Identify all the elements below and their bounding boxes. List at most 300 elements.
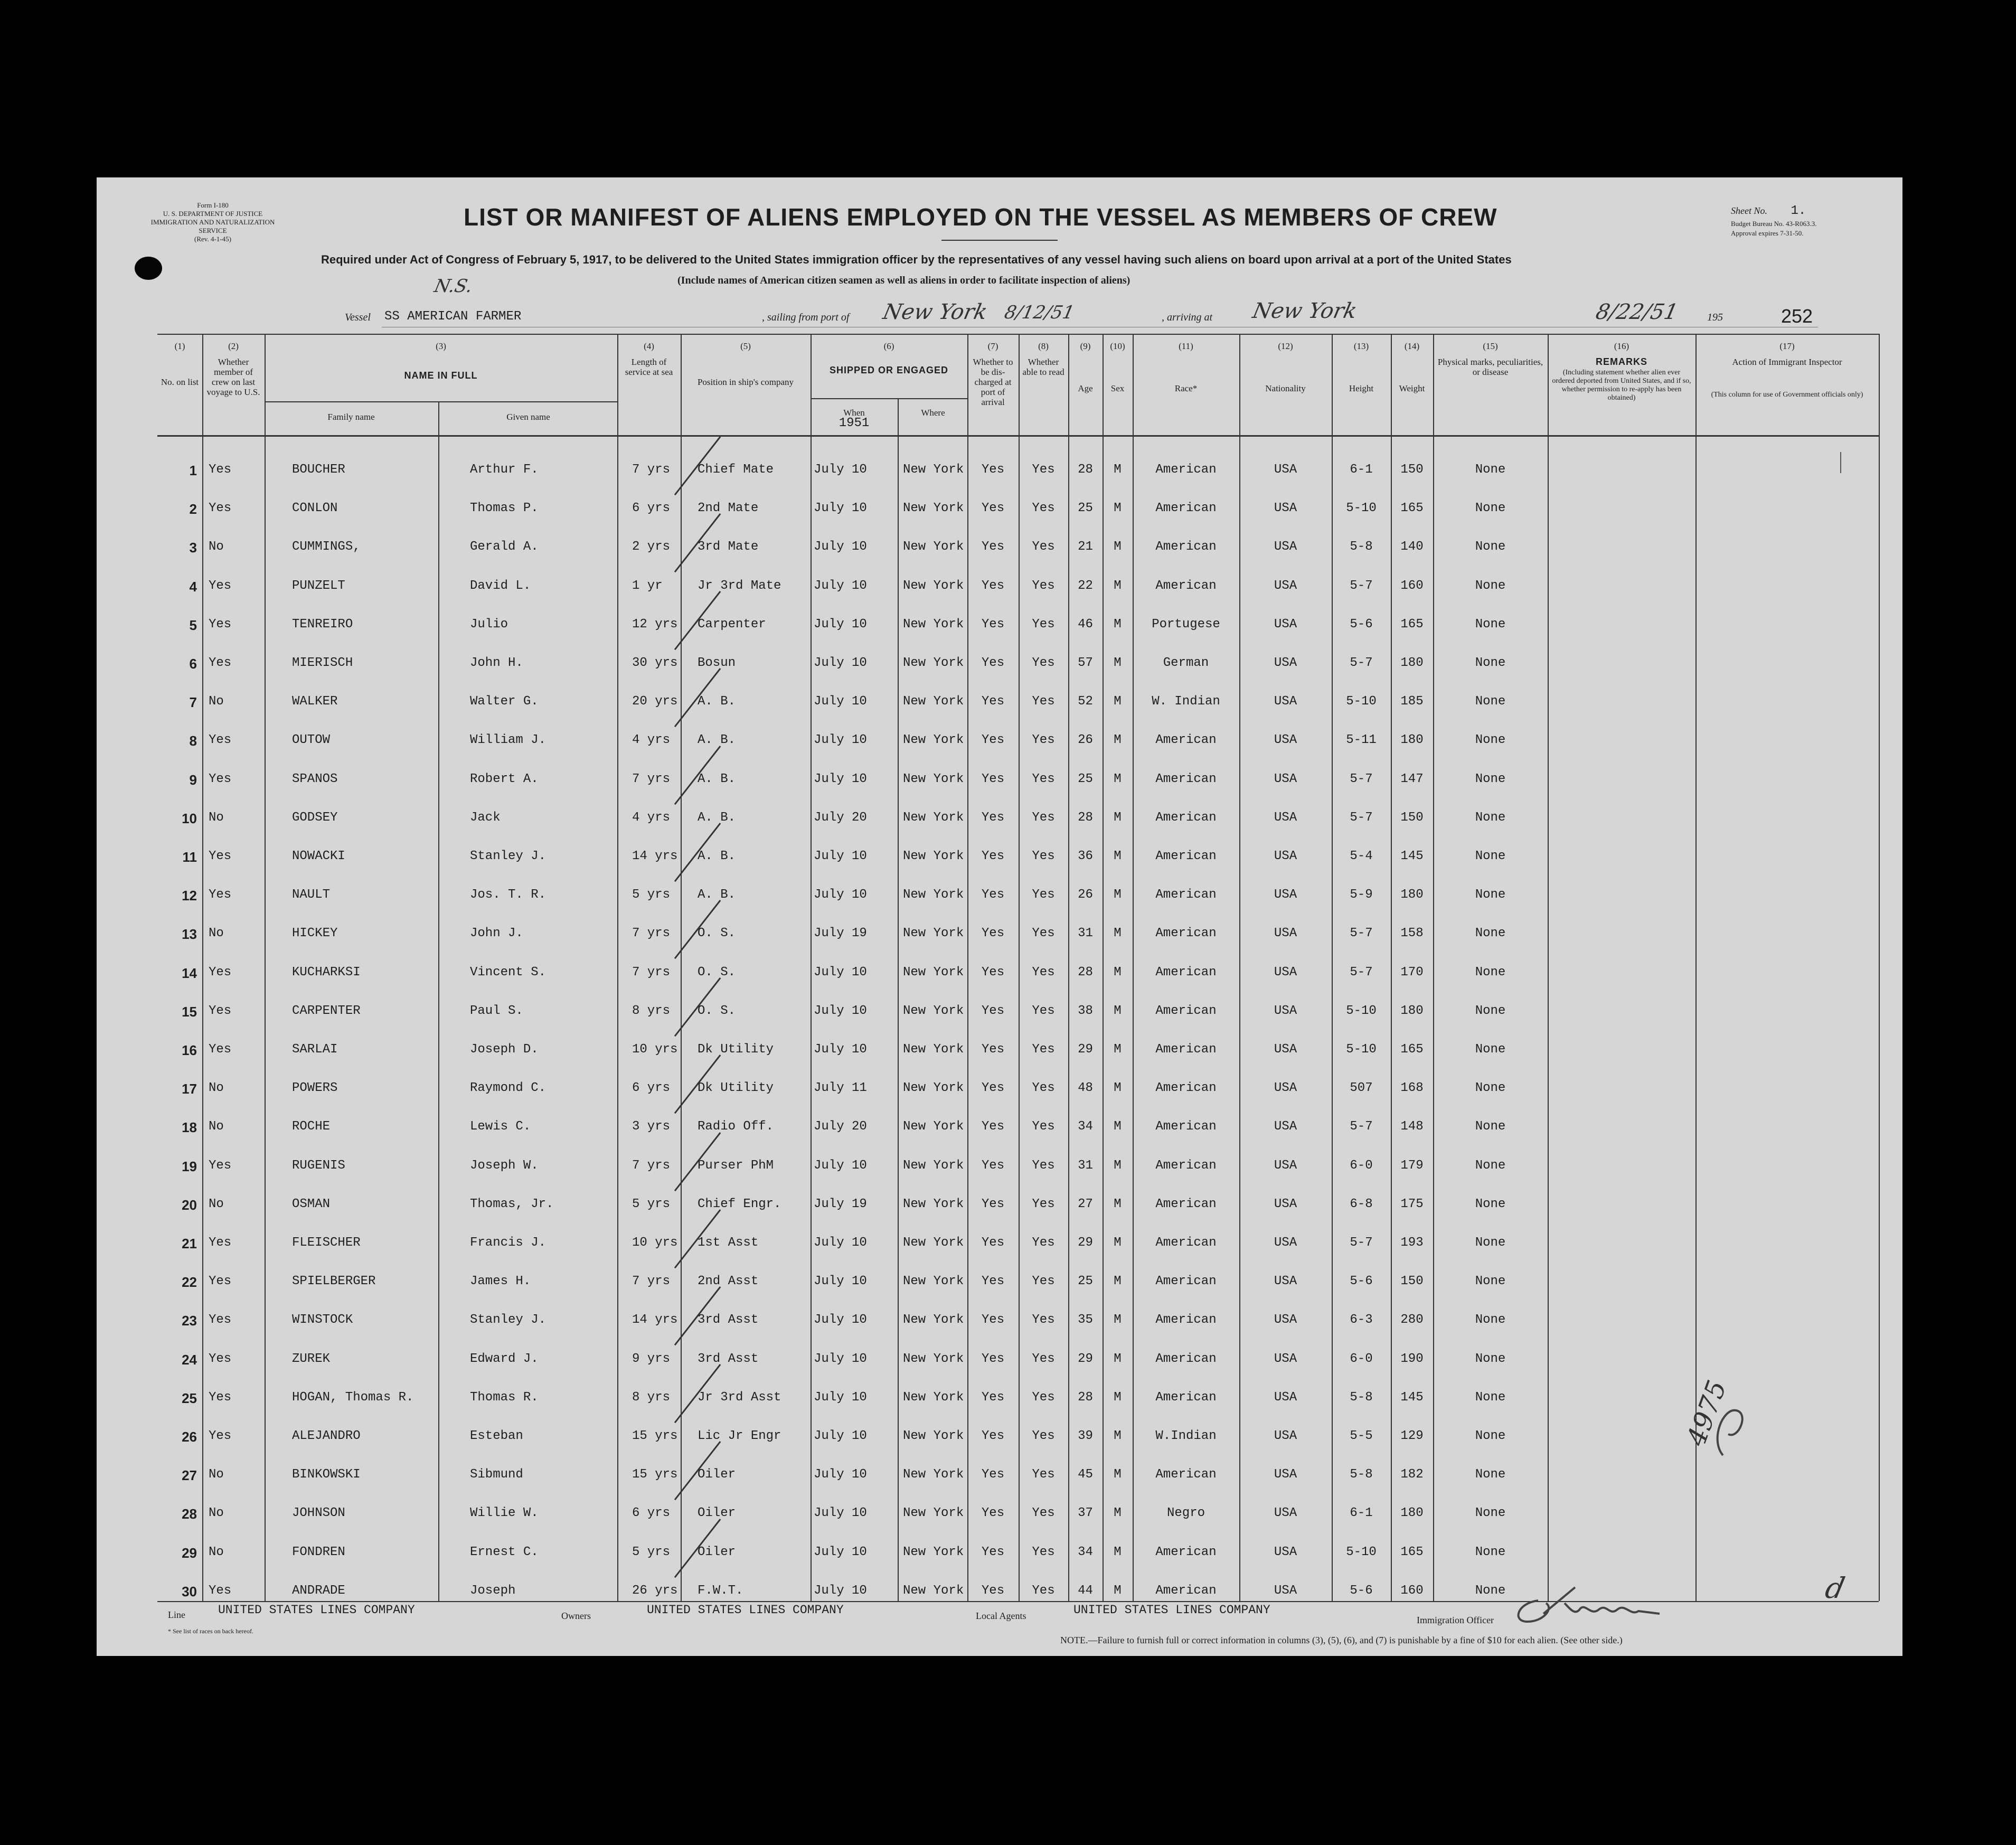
cell-marks: None (1475, 1119, 1506, 1134)
cell-position: 3rd Mate (698, 540, 759, 554)
cell-no: 15 (182, 1003, 197, 1020)
cell-last: Yes (209, 1429, 232, 1443)
cell-given: Joseph (470, 1583, 516, 1598)
cell-nationality: USA (1274, 888, 1297, 902)
cell-position: Oiler (698, 1545, 736, 1559)
cell-sex: M (1114, 771, 1122, 786)
cell-sex: M (1114, 617, 1122, 632)
cell-race: American (1155, 1042, 1217, 1057)
cell-family: ROCHE (292, 1119, 331, 1134)
column-header: Whether to be dis-charged at port of arrival (973, 357, 1013, 407)
sailing-label: , sailing from port of (762, 312, 850, 323)
cell-discharged: Yes (981, 1390, 1005, 1405)
vessel-line (345, 299, 1876, 336)
cell-service: 15 yrs (632, 1467, 678, 1482)
cell-family: WALKER (292, 694, 338, 709)
cell-read: Yes (1032, 617, 1055, 632)
cell-last: Yes (209, 1003, 232, 1018)
cell-where: New York (903, 965, 964, 980)
cell-sex: M (1114, 1313, 1122, 1328)
cell-weight: 193 (1400, 1236, 1424, 1250)
cell-no: 26 (182, 1429, 197, 1445)
cell-position: Jr 3rd Mate (698, 578, 781, 593)
cell-given: John J. (470, 926, 523, 941)
cell-weight: 140 (1400, 540, 1424, 554)
cell-position: A. B. (698, 733, 736, 748)
crew-row (97, 607, 1902, 645)
cell-nationality: USA (1274, 849, 1297, 863)
cell-discharged: Yes (981, 1506, 1005, 1521)
cell-last: Yes (209, 1313, 232, 1328)
cell-given: Julio (470, 617, 508, 632)
when-year: 1951 (839, 416, 870, 430)
column-header: Sex (1110, 383, 1125, 393)
cell-age: 26 (1078, 888, 1093, 902)
cell-service: 5 yrs (632, 888, 671, 902)
crew-row (97, 529, 1902, 568)
cell-race: American (1155, 733, 1217, 748)
cell-family: JOHNSON (292, 1506, 345, 1521)
cell-marks: None (1475, 1429, 1506, 1443)
cell-service: 6 yrs (632, 1506, 671, 1521)
cell-where: New York (903, 540, 964, 554)
cell-when: July 10 (814, 1274, 867, 1289)
sheet-label: Sheet No. (1731, 205, 1767, 216)
cell-service: 12 yrs (632, 617, 678, 632)
cell-when: July 10 (814, 463, 867, 477)
cell-service: 1 yr (632, 578, 663, 593)
cell-when: July 10 (814, 1467, 867, 1482)
cell-race: American (1155, 810, 1217, 825)
cell-height: 5-11 (1346, 733, 1377, 748)
cell-discharged: Yes (981, 926, 1005, 941)
cell-given: Ernest C. (470, 1545, 539, 1559)
cell-family: CONLON (292, 501, 338, 516)
cell-when: July 10 (814, 656, 867, 670)
cell-when: July 10 (814, 540, 867, 554)
cell-last: No (209, 926, 224, 941)
cell-given: John H. (470, 656, 523, 670)
owners-label: Owners (561, 1611, 591, 1621)
cell-discharged: Yes (981, 1313, 1005, 1328)
cell-nationality: USA (1274, 965, 1297, 980)
cell-read: Yes (1032, 771, 1055, 786)
cell-given: Willie W. (470, 1506, 539, 1521)
cell-last: No (209, 1081, 224, 1096)
cell-height: 507 (1350, 1081, 1373, 1096)
cell-where: New York (903, 501, 964, 516)
column-number: (5) (740, 341, 751, 351)
cell-sex: M (1114, 501, 1122, 516)
crew-row (97, 645, 1902, 684)
cell-nationality: USA (1274, 617, 1297, 632)
column-number: (7) (987, 341, 998, 351)
cell-discharged: Yes (981, 810, 1005, 825)
cell-weight: 160 (1400, 1583, 1424, 1598)
cell-race: American (1155, 1313, 1217, 1328)
cell-nationality: USA (1274, 1042, 1297, 1057)
crew-row (97, 1148, 1902, 1187)
cell-where: New York (903, 1390, 964, 1405)
column-header: Position in ship's company (697, 377, 794, 387)
cell-marks: None (1475, 1042, 1506, 1057)
cell-sex: M (1114, 1506, 1122, 1521)
cell-family: RUGENIS (292, 1158, 345, 1173)
cell-sex: M (1114, 810, 1122, 825)
cell-height: 5-7 (1350, 965, 1373, 980)
cell-sex: M (1114, 463, 1122, 477)
cell-where: New York (903, 1042, 964, 1057)
cell-nationality: USA (1274, 1081, 1297, 1096)
cell-weight: 129 (1400, 1429, 1424, 1443)
cell-marks: None (1475, 1506, 1506, 1521)
cell-when: July 10 (814, 501, 867, 516)
column-header: Physical marks, peculiarities, or disease (1437, 357, 1543, 377)
cell-race: American (1155, 1390, 1217, 1405)
cell-no: 2 (189, 501, 197, 517)
cell-service: 20 yrs (632, 694, 678, 709)
form-number: Form I-180 (197, 201, 229, 209)
cell-marks: None (1475, 1236, 1506, 1250)
cell-age: 25 (1078, 771, 1093, 786)
agents-value: UNITED STATES LINES COMPANY (1073, 1603, 1270, 1617)
cell-service: 3 yrs (632, 1119, 671, 1134)
cell-height: 5-7 (1350, 771, 1373, 786)
cell-when: July 20 (814, 1119, 867, 1134)
cell-service: 7 yrs (632, 771, 671, 786)
cell-read: Yes (1032, 656, 1055, 670)
cell-last: Yes (209, 656, 232, 670)
crew-row (97, 1070, 1902, 1109)
table-top-border (157, 334, 1879, 335)
column-header: Length of service at sea (625, 357, 673, 377)
cell-when: July 10 (814, 1236, 867, 1250)
cell-height: 5-9 (1350, 888, 1373, 902)
cell-race: American (1155, 578, 1217, 593)
cell-marks: None (1475, 771, 1506, 786)
cell-family: HOGAN, Thomas R. (292, 1390, 414, 1405)
cell-position: O. S. (698, 965, 736, 980)
cell-height: 5-6 (1350, 1583, 1373, 1598)
cell-given: Joseph W. (470, 1158, 539, 1173)
cell-weight: 158 (1400, 926, 1424, 941)
cell-no: 27 (182, 1467, 197, 1484)
cell-age: 28 (1078, 1390, 1093, 1405)
cell-sex: M (1114, 1197, 1122, 1211)
cell-where: New York (903, 810, 964, 825)
cell-no: 16 (182, 1042, 197, 1058)
cell-given: Thomas P. (470, 501, 539, 516)
cell-when: July 10 (814, 578, 867, 593)
cell-where: New York (903, 1236, 964, 1250)
crew-row (97, 491, 1902, 529)
cell-where: New York (903, 463, 964, 477)
column-number: (14) (1404, 341, 1420, 351)
cell-sex: M (1114, 1081, 1122, 1096)
cell-service: 15 yrs (632, 1429, 678, 1443)
cell-nationality: USA (1274, 1390, 1297, 1405)
cell-no: 9 (189, 771, 197, 788)
cell-weight: 180 (1400, 888, 1424, 902)
cell-race: W. Indian (1152, 694, 1220, 709)
crew-row (97, 1535, 1902, 1573)
cell-marks: None (1475, 1003, 1506, 1018)
cell-family: WINSTOCK (292, 1313, 353, 1328)
cell-position: F.W.T. (698, 1583, 743, 1598)
column-number: (2) (228, 341, 239, 351)
cell-last: No (209, 694, 224, 709)
cell-where: New York (903, 1274, 964, 1289)
arriving-label: , arriving at (1162, 312, 1213, 323)
cell-read: Yes (1032, 849, 1055, 863)
cell-nationality: USA (1274, 1119, 1297, 1134)
cell-weight: 160 (1400, 578, 1424, 593)
cell-no: 4 (189, 578, 197, 595)
cell-marks: None (1475, 656, 1506, 670)
cell-discharged: Yes (981, 1236, 1005, 1250)
column-header: Action of Immigrant Inspector (1732, 357, 1842, 367)
budget-bureau: Budget Bureau No. 43-R063.3. (1731, 220, 1817, 228)
crew-row (97, 1187, 1902, 1225)
cell-position: A. B. (698, 771, 736, 786)
cell-height: 5-8 (1350, 1467, 1373, 1482)
cell-last: Yes (209, 733, 232, 748)
cell-race: American (1155, 1545, 1217, 1559)
cell-race: American (1155, 1274, 1217, 1289)
column-number: (15) (1483, 341, 1498, 351)
cell-nationality: USA (1274, 1274, 1297, 1289)
cell-family: ALEJANDRO (292, 1429, 361, 1443)
cell-when: July 10 (814, 849, 867, 863)
cell-race: W.Indian (1155, 1429, 1217, 1443)
cell-service: 6 yrs (632, 501, 671, 516)
cell-race: American (1155, 1351, 1217, 1366)
cell-family: FLEISCHER (292, 1236, 361, 1250)
cell-age: 28 (1078, 810, 1093, 825)
cell-height: 5-6 (1350, 1274, 1373, 1289)
cell-last: No (209, 1545, 224, 1559)
cell-given: Thomas, Jr. (470, 1197, 554, 1211)
cell-nationality: USA (1274, 1313, 1297, 1328)
cell-family: FONDREN (292, 1545, 345, 1559)
cell-race: American (1155, 1003, 1217, 1018)
cell-when: July 10 (814, 1351, 867, 1366)
cell-marks: None (1475, 694, 1506, 709)
cell-given: Jos. T. R. (470, 888, 547, 902)
cell-last: Yes (209, 1236, 232, 1250)
cell-position: 2nd Asst (698, 1274, 759, 1289)
cell-nationality: USA (1274, 1467, 1297, 1482)
cell-last: Yes (209, 1158, 232, 1173)
crew-row (97, 761, 1902, 800)
margin-loop-mark (1707, 1402, 1755, 1461)
cell-where: New York (903, 1119, 964, 1134)
cell-service: 2 yrs (632, 540, 671, 554)
column-header: Height (1349, 383, 1374, 393)
cell-sex: M (1114, 694, 1122, 709)
cell-age: 28 (1078, 965, 1093, 980)
cell-marks: None (1475, 1351, 1506, 1366)
cell-no: 14 (182, 965, 197, 981)
cell-position: O. S. (698, 1003, 736, 1018)
punch-hole (135, 257, 162, 280)
cell-sex: M (1114, 1042, 1122, 1057)
cell-marks: None (1475, 540, 1506, 554)
cell-age: 31 (1078, 1158, 1093, 1173)
cell-sex: M (1114, 1236, 1122, 1250)
approval-expires: Approval expires 7-31-50. (1731, 229, 1804, 237)
cell-discharged: Yes (981, 1197, 1005, 1211)
cell-where: New York (903, 771, 964, 786)
cell-read: Yes (1032, 1119, 1055, 1134)
cell-no: 23 (182, 1313, 197, 1329)
cell-position: A. B. (698, 849, 736, 863)
cell-read: Yes (1032, 1197, 1055, 1211)
cell-read: Yes (1032, 1429, 1055, 1443)
cell-nationality: USA (1274, 578, 1297, 593)
cell-height: 5-7 (1350, 578, 1373, 593)
column-number: (9) (1080, 341, 1091, 351)
crew-row (97, 1264, 1902, 1302)
cell-weight: 165 (1400, 501, 1424, 516)
cell-weight: 180 (1400, 733, 1424, 748)
cell-nationality: USA (1274, 1197, 1297, 1211)
cell-age: 52 (1078, 694, 1093, 709)
cell-service: 14 yrs (632, 849, 678, 863)
cell-where: New York (903, 1467, 964, 1482)
cell-last: Yes (209, 1274, 232, 1289)
cell-last: Yes (209, 1583, 232, 1598)
cell-discharged: Yes (981, 694, 1005, 709)
cell-service: 7 yrs (632, 926, 671, 941)
cell-given: Sibmund (470, 1467, 523, 1482)
sailing-date: 8/12/51 (1002, 302, 1077, 323)
cell-race: American (1155, 1236, 1217, 1250)
cell-where: New York (903, 578, 964, 593)
cell-read: Yes (1032, 926, 1055, 941)
cell-sex: M (1114, 888, 1122, 902)
cell-last: No (209, 1197, 224, 1211)
cell-discharged: Yes (981, 771, 1005, 786)
cell-height: 5-6 (1350, 617, 1373, 632)
cell-given: Edward J. (470, 1351, 539, 1366)
cell-race: American (1155, 501, 1217, 516)
cell-where: New York (903, 733, 964, 748)
cell-read: Yes (1032, 694, 1055, 709)
cell-read: Yes (1032, 1081, 1055, 1096)
cell-last: Yes (209, 771, 232, 786)
cell-age: 35 (1078, 1313, 1093, 1328)
column-header: REMARKS (1595, 356, 1647, 367)
footer-note: NOTE.—Failure to furnish full or correct information in columns (3), (5), (6), and (7) is punishable by a fine of $10 for each alien. (See other side.) (1060, 1635, 1623, 1645)
cell-nationality: USA (1274, 540, 1297, 554)
cell-weight: 148 (1400, 1119, 1424, 1134)
margin-number: 4975 (1681, 1376, 1733, 1450)
cell-given: William J. (470, 733, 547, 748)
cell-height: 5-4 (1350, 849, 1373, 863)
cell-no: 28 (182, 1506, 197, 1522)
cell-weight: 165 (1400, 1545, 1424, 1559)
cell-weight: 150 (1400, 1274, 1424, 1289)
cell-weight: 165 (1400, 1042, 1424, 1057)
crew-row (97, 877, 1902, 916)
when-header: When (843, 408, 865, 418)
cell-family: GODSEY (292, 810, 338, 825)
cell-given: Thomas R. (470, 1390, 539, 1405)
cell-race: Negro (1166, 1506, 1205, 1521)
cell-age: 34 (1078, 1119, 1093, 1134)
department: U. S. DEPARTMENT OF JUSTICE (163, 210, 263, 218)
cell-last: No (209, 810, 224, 825)
cell-sex: M (1114, 1545, 1122, 1559)
cell-position: Radio Off. (698, 1119, 774, 1134)
cell-weight: 150 (1400, 463, 1424, 477)
cell-weight: 145 (1400, 1390, 1424, 1405)
cell-family: BINKOWSKI (292, 1467, 361, 1482)
cell-where: New York (903, 1313, 964, 1328)
cell-no: 30 (182, 1583, 197, 1599)
cell-read: Yes (1032, 540, 1055, 554)
cell-where: New York (903, 1351, 964, 1366)
cell-family: OUTOW (292, 733, 331, 748)
cell-weight: 165 (1400, 617, 1424, 632)
cell-last: Yes (209, 578, 232, 593)
cell-height: 6-3 (1350, 1313, 1373, 1328)
cell-race: American (1155, 849, 1217, 863)
handwritten-annotation: N.S. (432, 276, 475, 297)
cell-height: 5-10 (1346, 1003, 1377, 1018)
cell-where: New York (903, 1081, 964, 1096)
cell-read: Yes (1032, 1390, 1055, 1405)
races-note: * See list of races on back hereof. (168, 1627, 253, 1635)
cell-family: SPIELBERGER (292, 1274, 376, 1289)
cell-discharged: Yes (981, 578, 1005, 593)
column-number: (12) (1278, 341, 1293, 351)
cell-age: 28 (1078, 463, 1093, 477)
cell-discharged: Yes (981, 617, 1005, 632)
cell-last: Yes (209, 501, 232, 516)
cell-nationality: USA (1274, 1236, 1297, 1250)
officer-label: Immigration Officer (1417, 1615, 1494, 1625)
name-subdivider (265, 401, 617, 402)
cell-read: Yes (1032, 501, 1055, 516)
cell-weight: 145 (1400, 849, 1424, 863)
given-name-header: Given name (506, 412, 550, 422)
cell-where: New York (903, 694, 964, 709)
cell-service: 5 yrs (632, 1545, 671, 1559)
cell-age: 36 (1078, 849, 1093, 863)
cell-given: Stanley J. (470, 1313, 547, 1328)
cell-discharged: Yes (981, 1545, 1005, 1559)
cell-no: 18 (182, 1119, 197, 1136)
cell-no: 17 (182, 1081, 197, 1097)
cell-read: Yes (1032, 463, 1055, 477)
cell-discharged: Yes (981, 733, 1005, 748)
stamp-number: 252 (1781, 305, 1813, 327)
margin-tick (1840, 452, 1841, 473)
cell-age: 25 (1078, 501, 1093, 516)
service: IMMIGRATION AND NATURALIZATION SERVICE (150, 218, 275, 234)
cell-sex: M (1114, 1583, 1122, 1598)
cell-nationality: USA (1274, 1545, 1297, 1559)
sheet-value: 1. (1791, 204, 1806, 218)
cell-family: KUCHARKSI (292, 965, 361, 980)
vessel-name: SS AMERICAN FARMER (384, 309, 522, 324)
cell-where: New York (903, 1506, 964, 1521)
cell-race: American (1155, 1158, 1217, 1173)
cell-service: 7 yrs (632, 1158, 671, 1173)
cell-given: Joseph D. (470, 1042, 539, 1057)
